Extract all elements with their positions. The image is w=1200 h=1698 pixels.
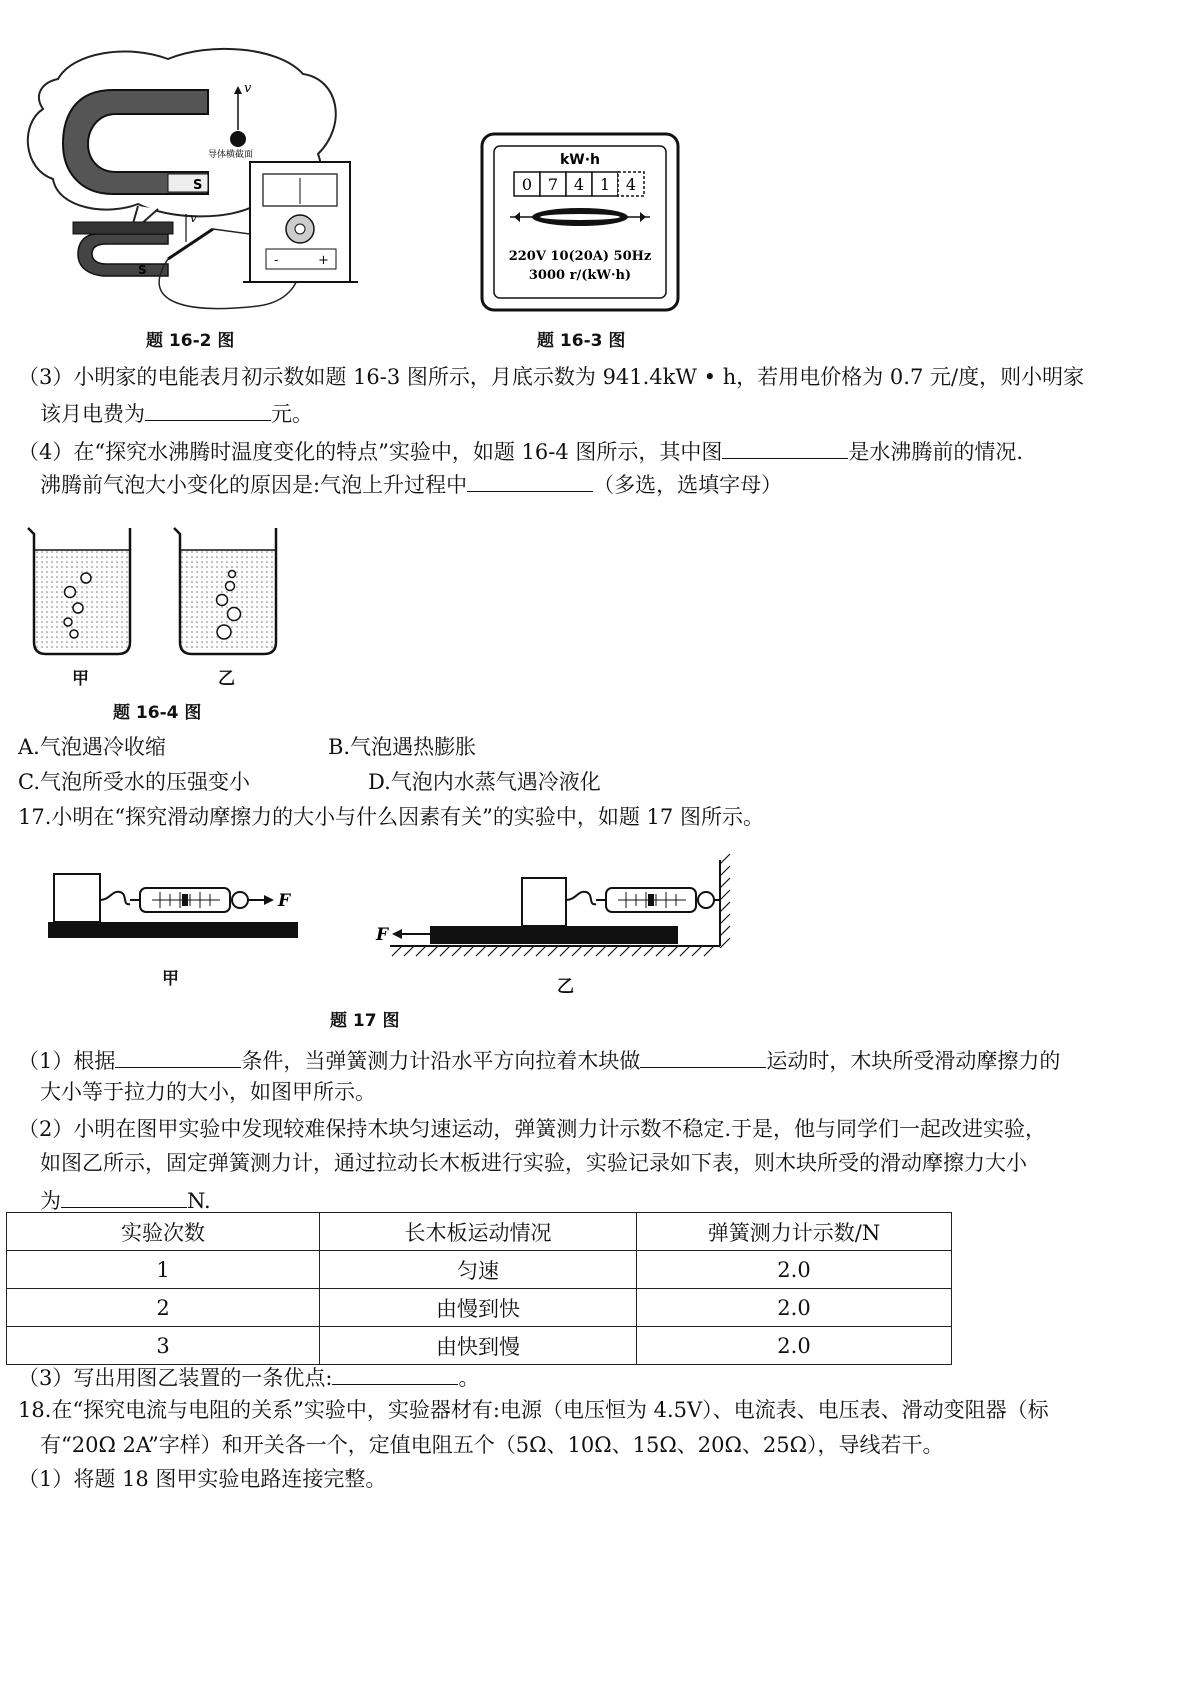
table-header: 弹簧测力计示数/N [637,1213,952,1251]
force-label-yi: F [376,925,389,945]
velocity-label-top: v [244,81,252,96]
force-label-jia: F [278,891,291,911]
meter-digit: 1 [599,175,611,194]
meter-digit: 4 [573,175,585,194]
meter-digit: 0 [521,175,533,194]
q17-p3-pre: （3）写出用图乙装置的一条优点: [18,1366,333,1390]
answer-blank-condition[interactable] [115,1043,241,1068]
section-label: 导体横截面 [208,150,254,160]
q16-4-line1-pre: （4）在“探究水沸腾时温度变化的特点”实验中，如题 16-4 图所示，其中图 [18,440,723,464]
table-row [7,1327,952,1365]
fig17-label-yi: 乙 [557,977,574,997]
answer-blank-motion[interactable] [640,1043,766,1068]
q18-p1: （1）将题 18 图甲实验电路连接完整。 [18,1467,387,1491]
answer-blank-advantage[interactable] [332,1360,458,1385]
caption-17: 题 17 图 [330,1011,400,1031]
q16-4-line2-post: （多选，选填字母） [593,473,783,497]
option-b: B.气泡遇热膨胀 [328,735,477,759]
q17-p1-b: 条件，当弹簧测力计沿水平方向拉着木块做 [241,1049,641,1073]
table-cell: 由慢到快 [320,1289,637,1327]
q17-p2-line1: （2）小明在图甲实验中发现较难保持木块匀速运动，弹簧测力计示数不稳定.于是，他与同学们一起改进实验， [18,1117,1047,1141]
q17-p1-line2: 大小等于拉力的大小，如图甲所示。 [40,1080,376,1104]
answer-blank-reason[interactable] [467,467,593,492]
pole-label-top: S [193,178,203,193]
table-cell: 由快到慢 [320,1327,637,1365]
table-row [7,1289,952,1327]
figure-16-2 [18,44,368,344]
answer-blank-friction[interactable] [61,1183,187,1208]
table-cell: 3 [7,1327,320,1365]
meter-spec-2: 3000 r/(kW·h) [528,268,632,283]
table-header: 实验次数 [7,1213,320,1251]
caption-16-2: 题 16-2 图 [146,331,235,351]
answer-blank-fee[interactable] [145,396,271,421]
table-header-row [7,1213,952,1251]
table-cell: 2.0 [637,1327,952,1365]
meter-digit: 7 [547,175,559,194]
option-a: A.气泡遇冷收缩 [18,735,166,759]
q17-p2-line3-post: N. [187,1189,211,1213]
answer-blank-figure[interactable] [722,434,848,459]
caption-16-4: 题 16-4 图 [113,703,202,723]
fig17-label-jia: 甲 [162,969,179,989]
table-cell: 2 [7,1289,320,1327]
table-cell: 2.0 [637,1251,952,1289]
table-cell: 2.0 [637,1289,952,1327]
figure-17 [40,850,740,1000]
meter-digit: 4 [625,175,637,194]
table-cell: 匀速 [320,1251,637,1289]
meter-unit: kW·h [559,152,601,168]
option-c: C.气泡所受水的压强变小 [18,770,250,794]
caption-16-3: 题 16-3 图 [537,331,626,351]
q17-p1-a: （1）根据 [18,1049,116,1073]
q16-4-line1-post: 是水沸腾前的情况. [848,440,1024,464]
q17-p1-c: 运动时，木块所受滑动摩擦力的 [766,1049,1061,1073]
figure-16-4 [20,520,300,670]
q18-line1: 18.在“探究电流与电阻的关系”实验中，实验器材有:电源（电压恒为 4.5V）、电流表、电压表、滑动变阻器（标 [18,1398,1049,1422]
q17-p2-line3-pre: 为 [40,1189,61,1213]
q17-p3-post: 。 [458,1366,480,1390]
q16-4-line2-pre: 沸腾前气泡大小变化的原因是:气泡上升过程中 [40,473,468,497]
table-header: 长木板运动情况 [320,1213,637,1251]
velocity-label-bottom: v [190,211,197,225]
beaker-label-yi: 乙 [218,669,235,689]
option-d: D.气泡内水蒸气遇冷液化 [368,770,601,794]
meter-spec-1: 220V 10(20A) 50Hz [508,249,652,264]
beaker-label-jia: 甲 [72,669,89,689]
q16-3-line1: （3）小明家的电能表月初示数如题 16-3 图所示，月底示数为 941.4kW • h，若用电价格为 0.7 元/度，则小明家 [18,365,1085,389]
pole-label-bottom: S [138,263,147,277]
table-row [7,1251,952,1289]
terminal-plus: + [318,253,329,268]
figure-16-3 [480,132,680,312]
terminal-minus: - [274,253,279,268]
experiment-table [6,1212,952,1365]
table-cell: 1 [7,1251,320,1289]
q16-3-line2-post: 元。 [271,402,313,426]
q18-line2: 有“20Ω 2A”字样）和开关各一个，定值电阻五个（5Ω、10Ω、15Ω、20Ω、25Ω），导线若干。 [40,1433,944,1457]
q16-3-line2-pre: 该月电费为 [40,402,145,426]
q17-p2-line2: 如图乙所示，固定弹簧测力计，通过拉动长木板进行实验，实验记录如下表，则木块所受的滑动摩擦力大小 [40,1151,1027,1175]
q17-stem: 17.小明在“探究滑动摩擦力的大小与什么因素有关”的实验中，如题 17 图所示。 [18,805,764,829]
